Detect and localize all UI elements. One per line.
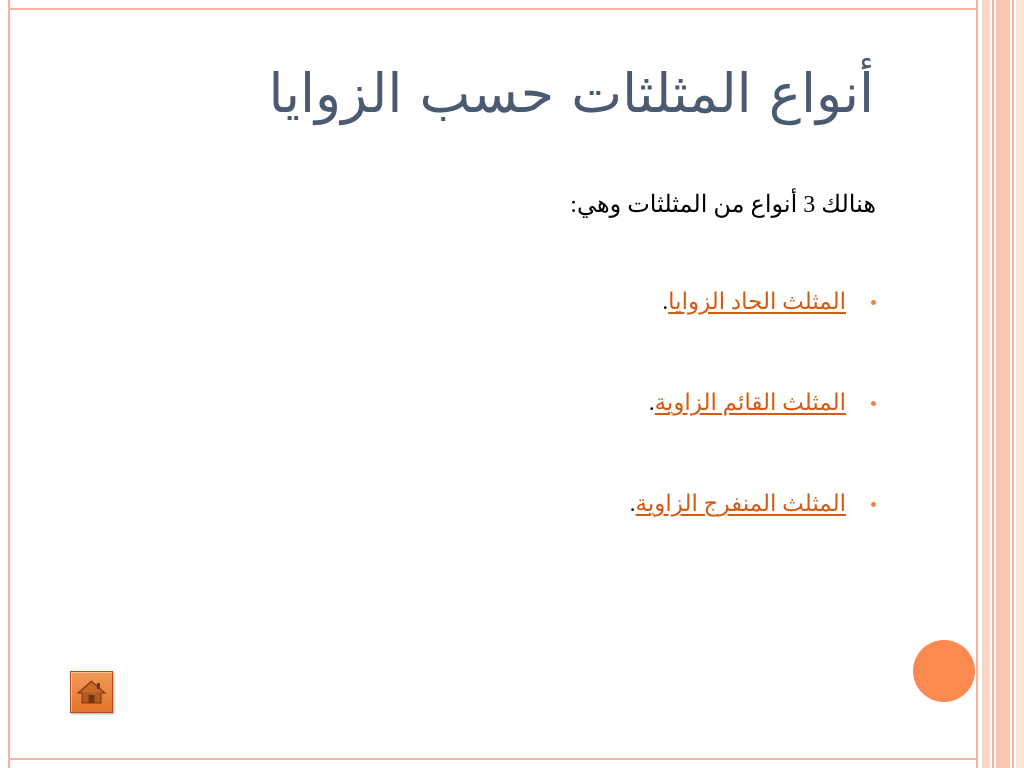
- home-button[interactable]: [70, 671, 113, 713]
- home-icon: [71, 672, 112, 712]
- bullet-dot-icon: [871, 401, 876, 406]
- right-stripe: [982, 0, 990, 768]
- frame-bottom-line: [8, 758, 976, 760]
- bullet-list: [630, 282, 884, 585]
- obtuse-triangle-link[interactable]: المثلث المنفرج الزاوية: [635, 491, 846, 516]
- right-stripe: [996, 0, 1010, 768]
- bullet-period: .: [629, 491, 636, 516]
- intro-text: هنالك 3 أنواع من المثلثات وهي:: [570, 192, 876, 218]
- bullet-period: .: [662, 289, 669, 314]
- frame-top-line: [8, 8, 976, 10]
- slide-title: أنواع المثلثات حسب الزوايا: [268, 62, 874, 125]
- list-item: [630, 484, 884, 524]
- decorative-circle: [913, 640, 975, 702]
- acute-triangle-link[interactable]: المثلث الحاد الزوايا: [668, 289, 846, 314]
- bullet-dot-icon: [871, 502, 876, 507]
- bullet-dot-icon: [871, 300, 876, 305]
- right-stripe: [976, 0, 978, 768]
- list-item: [630, 282, 884, 322]
- bullet-period: .: [648, 390, 655, 415]
- right-stripe: [1012, 0, 1014, 768]
- list-item: [630, 383, 884, 423]
- right-stripe: [1016, 0, 1024, 768]
- right-triangle-link[interactable]: المثلث القائم الزاوية: [654, 390, 846, 415]
- right-stripe: [992, 0, 994, 768]
- frame-left-line: [8, 0, 10, 768]
